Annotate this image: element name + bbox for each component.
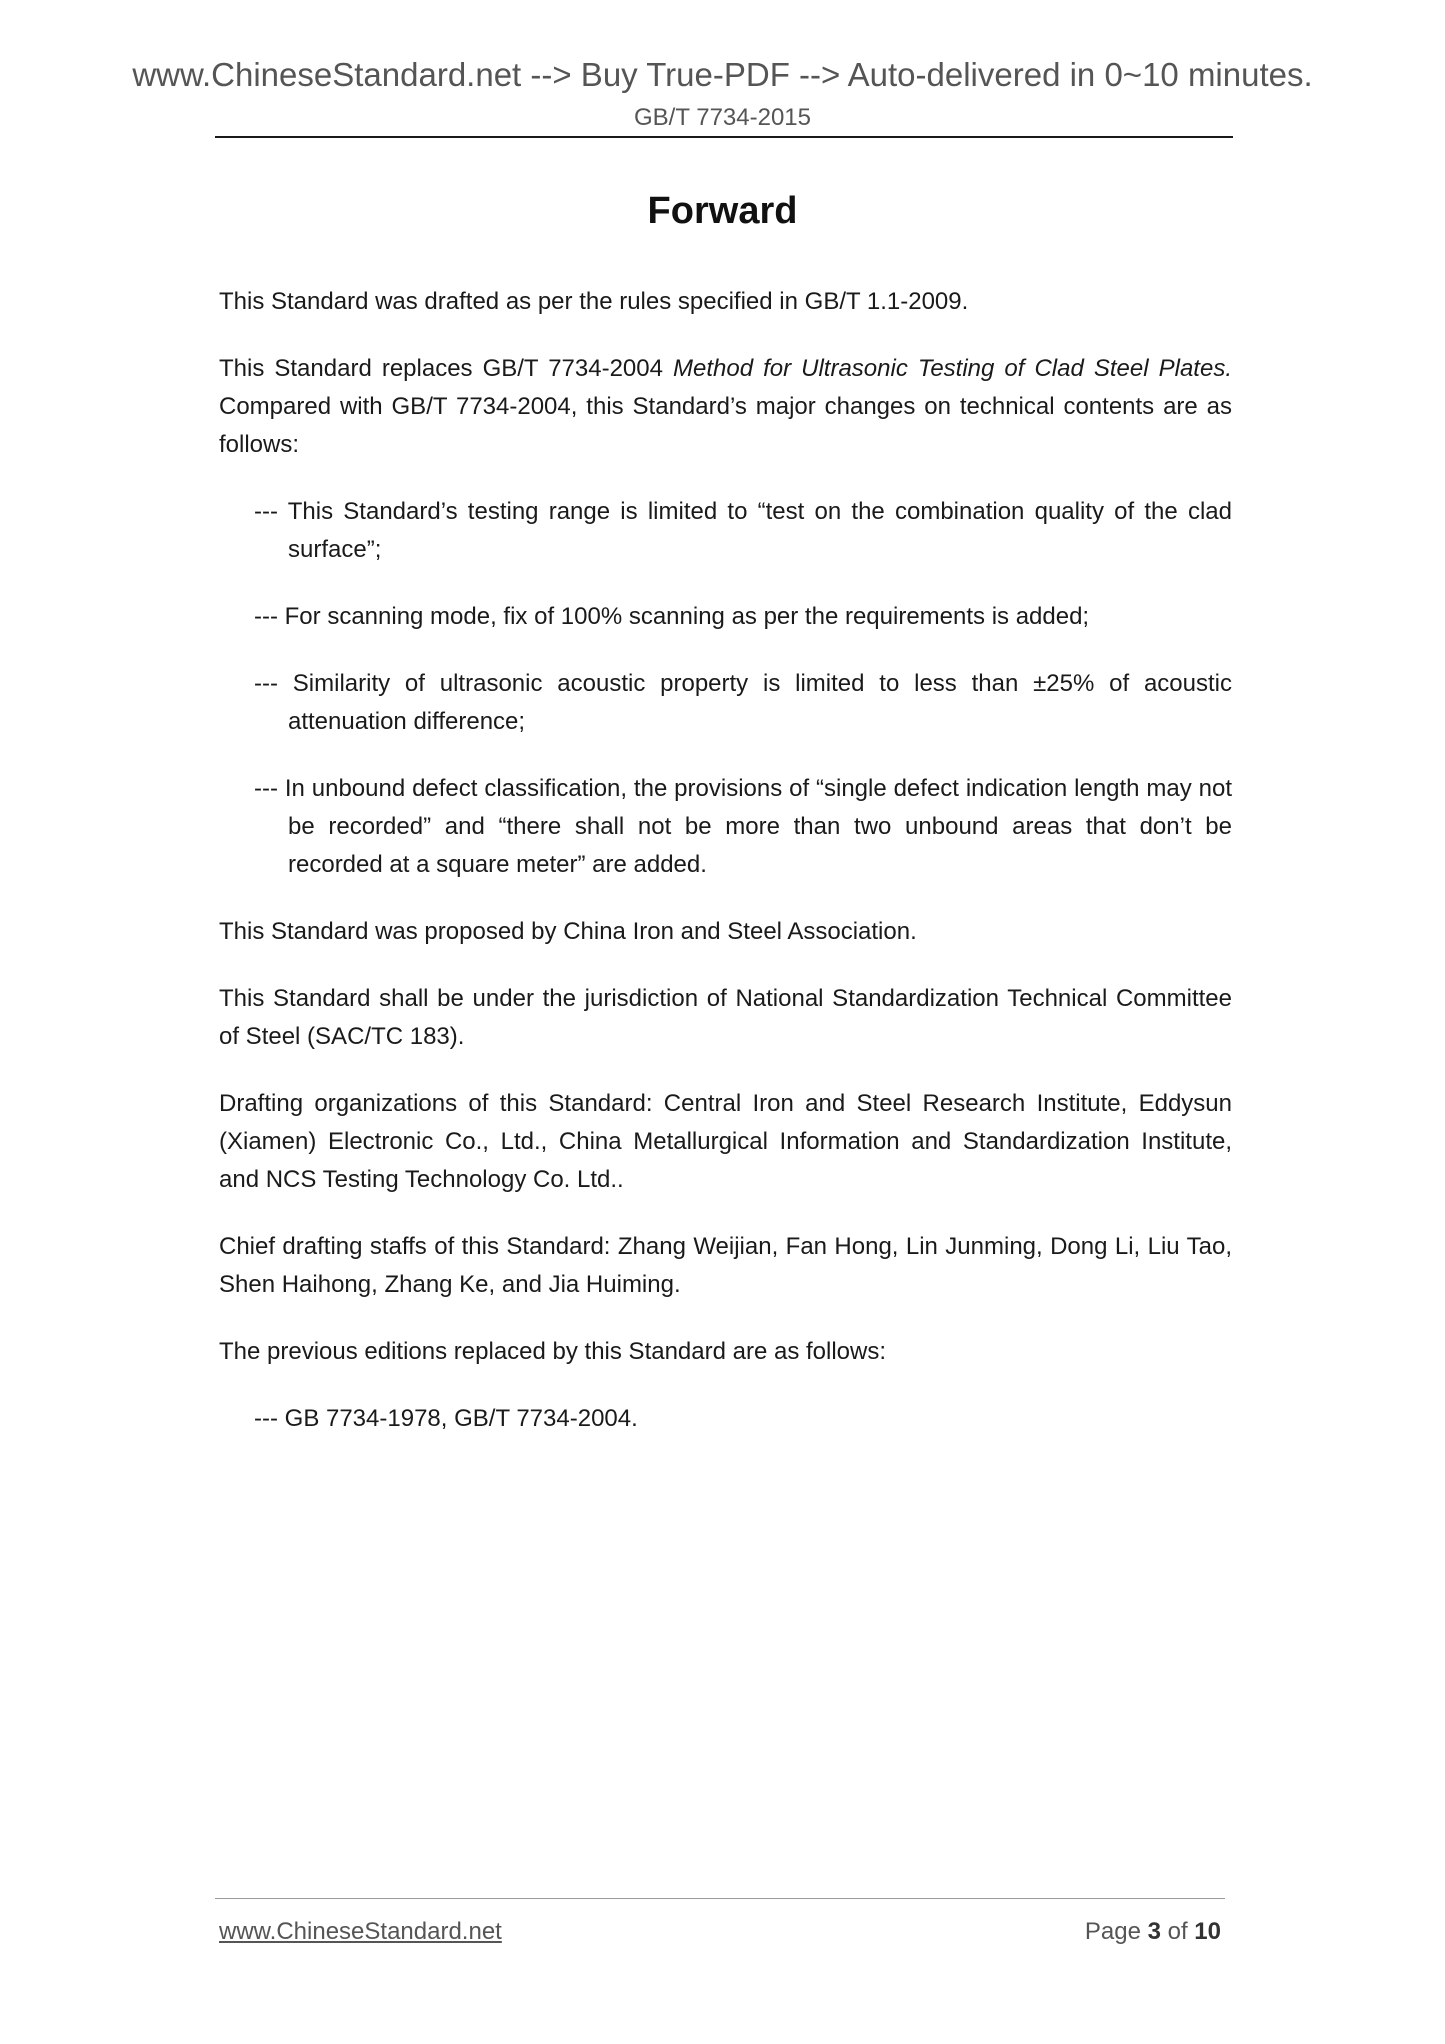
replaced-standard-title: Method for Ultrasonic Testing of Clad Steel Plates. — [673, 355, 1232, 382]
footer-divider — [215, 1898, 1225, 1899]
page-number — [1085, 1920, 1221, 1944]
page-of: of — [1160, 1918, 1195, 1945]
replacement-text-end: Compared with GB/T 7734-2004, this Standard’s major changes on technical contents are as follows: — [219, 393, 1232, 458]
page-title: Forward — [647, 190, 798, 232]
page-total: 10 — [1194, 1918, 1221, 1945]
change-item: --- This Standard’s testing range is limited to “test on the combination quality of the clad surface”; — [254, 498, 1232, 563]
footer-website-link[interactable]: www.ChineseStandard.net — [219, 1918, 502, 1945]
paragraph-drafting-organizations: Drafting organizations of this Standard: Central Iron and Steel Research Institute, Eddysun (Xiamen) Electronic Co., Ltd., China Metallurgical Information and Standardization Institute, and NCS Testing Technology Co. Ltd.. — [219, 1090, 1232, 1193]
edition-item: --- GB 7734-1978, GB/T 7734-2004. — [254, 1405, 638, 1432]
paragraph-drafting-rules: This Standard was drafted as per the rules specified in GB/T 1.1-2009. — [219, 288, 969, 315]
document-code: GB/T 7734-2015 — [633, 104, 811, 131]
paragraph-previous-editions: The previous editions replaced by this Standard are as follows: — [219, 1338, 887, 1365]
page-current: 3 — [1147, 1918, 1161, 1945]
paragraph-drafting-staff: Chief drafting staffs of this Standard: Zhang Weijian, Fan Hong, Lin Junming, Dong Li, Liu Tao, Shen Haihong, Zhang Ke, and Jia Huiming. — [219, 1233, 1232, 1298]
change-item: --- For scanning mode, fix of 100% scanning as per the requirements is added; — [254, 603, 1090, 630]
header-divider — [215, 136, 1233, 138]
change-item: --- Similarity of ultrasonic acoustic property is limited to less than ±25% of acoustic attenuation difference; — [254, 670, 1232, 735]
page-prefix: Page — [1084, 1918, 1148, 1945]
paragraph-jurisdiction: This Standard shall be under the jurisdiction of National Standardization Technical Committee of Steel (SAC/TC 183). — [219, 985, 1232, 1050]
document-body — [219, 283, 1232, 1467]
paragraph-proposer: This Standard was proposed by China Iron and Steel Association. — [219, 918, 917, 945]
header-banner: www.ChineseStandard.net --> Buy True-PDF --> Auto-delivered in 0~10 minutes. — [132, 56, 1313, 93]
change-item: --- In unbound defect classification, the provisions of “single defect indication length may not be recorded” and “there shall not be more than two unbound areas that don’t be recorded at a square meter” are added. — [254, 775, 1232, 878]
paragraph-replacement — [219, 350, 1232, 464]
replacement-text-start: This Standard replaces GB/T 7734-2004 — [219, 355, 673, 382]
